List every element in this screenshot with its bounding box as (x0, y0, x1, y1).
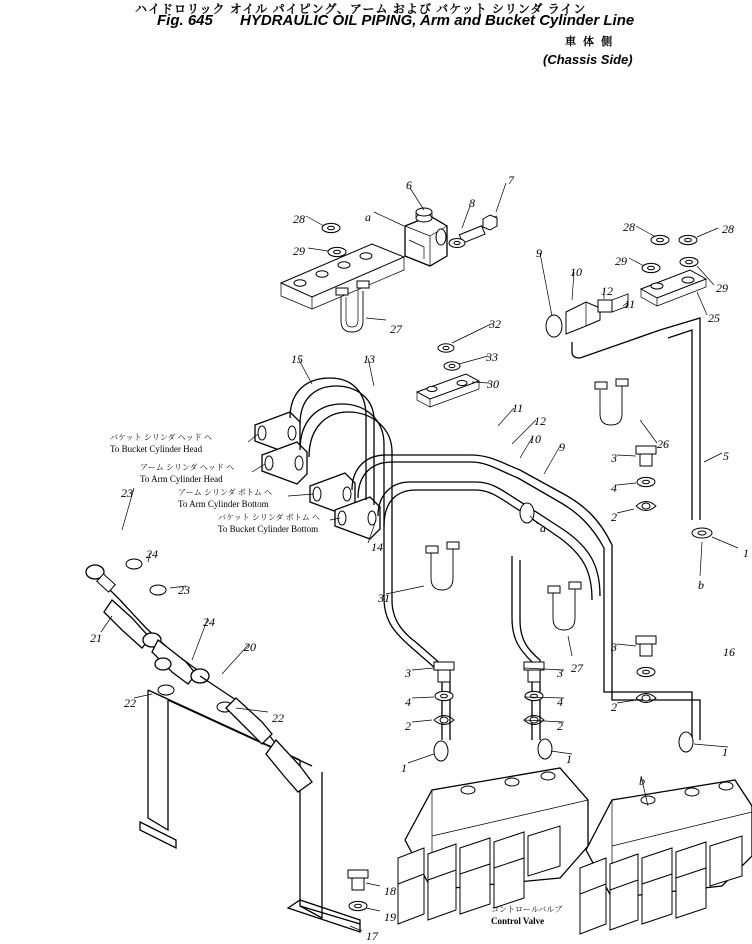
callout-3-mid-right: 3 (557, 666, 563, 680)
callout-2-mid-right: 2 (557, 719, 563, 733)
callout-4-mid-left: 4 (405, 695, 411, 709)
callout-21: 21 (90, 631, 102, 645)
callout-10-upper: 10 (570, 265, 582, 279)
control-valve-label-jp: コントロールバルブ (491, 905, 563, 914)
callout-27-right: 27 (571, 661, 583, 675)
port-bucket-head-jp: バケット シリンダ ヘッド ヘ (110, 433, 212, 442)
callout-3-mid-left: 3 (405, 666, 411, 680)
marker-b-upper: b (698, 578, 704, 592)
callout-26: 26 (657, 437, 669, 451)
port-bucket-bottom-en: To Bucket Cylinder Bottom (218, 524, 319, 534)
callout-10-lower: 10 (529, 432, 541, 446)
callout-33: 33 (486, 350, 498, 364)
callout-12-lower: 12 (534, 414, 546, 428)
callout-30: 30 (487, 377, 499, 391)
callout-1-right-upper: 1 (743, 546, 749, 560)
callout-25: 25 (708, 311, 720, 325)
bolt-7 (449, 215, 497, 248)
callout-18: 18 (384, 884, 396, 898)
callout-32: 32 (489, 317, 501, 331)
callout-23-b: 23 (178, 583, 190, 597)
callout-3-right-lower: 3 (611, 640, 617, 654)
callout-2-right-upper: 2 (611, 510, 617, 524)
marker-b-lower: b (639, 774, 645, 788)
fastener-group-right-upper (636, 446, 656, 511)
callout-29-right-a: 29 (615, 254, 627, 268)
title-chassis-side: (Chassis Side) (543, 52, 633, 67)
callout-2-mid-left: 2 (405, 719, 411, 733)
callout-3-right-upper: 3 (611, 451, 617, 465)
port-arm-head-en: To Arm Cylinder Head (140, 474, 223, 484)
title-japanese-sub: 車 体 側 (565, 36, 615, 48)
callout-11-lower: 11 (512, 401, 524, 415)
fastener-group-mid-right (524, 662, 544, 725)
linkage-assembly (86, 559, 368, 932)
control-valve-label-en: Control Valve (491, 916, 545, 926)
callout-20: 20 (244, 640, 256, 654)
callout-9-upper: 9 (536, 246, 542, 260)
callout-13: 13 (363, 352, 375, 366)
callout-22-b: 22 (272, 711, 284, 725)
callout-29-left: 29 (293, 244, 305, 258)
fastener-group-mid-left (434, 662, 454, 725)
fitting-group-upper (546, 294, 660, 358)
callout-31: 31 (378, 591, 390, 605)
control-valve-left (398, 768, 588, 924)
valve-block-6 (405, 208, 447, 266)
port-arm-head-jp: アーム シリンダ ヘッド ヘ (140, 463, 235, 472)
control-valve-right (580, 780, 752, 934)
callout-15: 15 (291, 352, 303, 366)
port-arm-bottom-en: To Arm Cylinder Bottom (178, 499, 269, 509)
callout-24-b: 24 (203, 615, 215, 629)
figure-number: Fig. 645 (157, 12, 213, 29)
callout-16: 16 (723, 645, 735, 659)
callout-4-mid-right: 4 (557, 695, 563, 709)
port-arm-bottom-jp: アーム シリンダ ボトム ヘ (178, 488, 273, 497)
callout-14: 14 (371, 540, 383, 554)
callout-9-lower: 9 (559, 440, 565, 454)
callout-27-left: 27 (390, 322, 402, 336)
callout-17: 17 (366, 929, 378, 943)
plate-30 (417, 344, 479, 407)
port-bucket-bottom-jp: バケット シリンダ ボトム ヘ (218, 513, 320, 522)
callout-28-right-b: 28 (722, 222, 734, 236)
bracket-right-25 (641, 235, 706, 306)
callout-7: 7 (508, 173, 514, 187)
callout-8: 8 (469, 196, 475, 210)
marker-a-left: a (365, 210, 371, 224)
callout-1-mid: 1 (566, 752, 572, 766)
callout-1-right: 1 (722, 745, 728, 759)
callout-28-right-a: 28 (623, 220, 635, 234)
callout-28-left: 28 (293, 212, 305, 226)
marker-a-right: a (540, 521, 546, 535)
callout-2-right-lower: 2 (611, 700, 617, 714)
callout-6: 6 (406, 178, 412, 192)
oring-a-right (520, 503, 534, 523)
callout-19: 19 (384, 910, 396, 924)
callout-4-right-upper: 4 (611, 481, 617, 495)
callout-12-upper: 12 (601, 284, 613, 298)
callout-11-upper: 11 (624, 297, 636, 311)
port-bucket-head-en: To Bucket Cylinder Head (110, 444, 203, 454)
title-english: HYDRAULIC OIL PIPING, Arm and Bucket Cylinder Line (240, 12, 635, 29)
title-japanese: ハイドロリック オイル パイピング、アーム および バケット シリンダ ライン (135, 2, 587, 16)
callout-24-a: 24 (146, 547, 158, 561)
callout-1-left: 1 (401, 761, 407, 775)
callout-5: 5 (723, 449, 729, 463)
callout-29-right-b: 29 (716, 281, 728, 295)
callout-22-a: 22 (124, 696, 136, 710)
callout-23-a: 23 (121, 486, 133, 500)
